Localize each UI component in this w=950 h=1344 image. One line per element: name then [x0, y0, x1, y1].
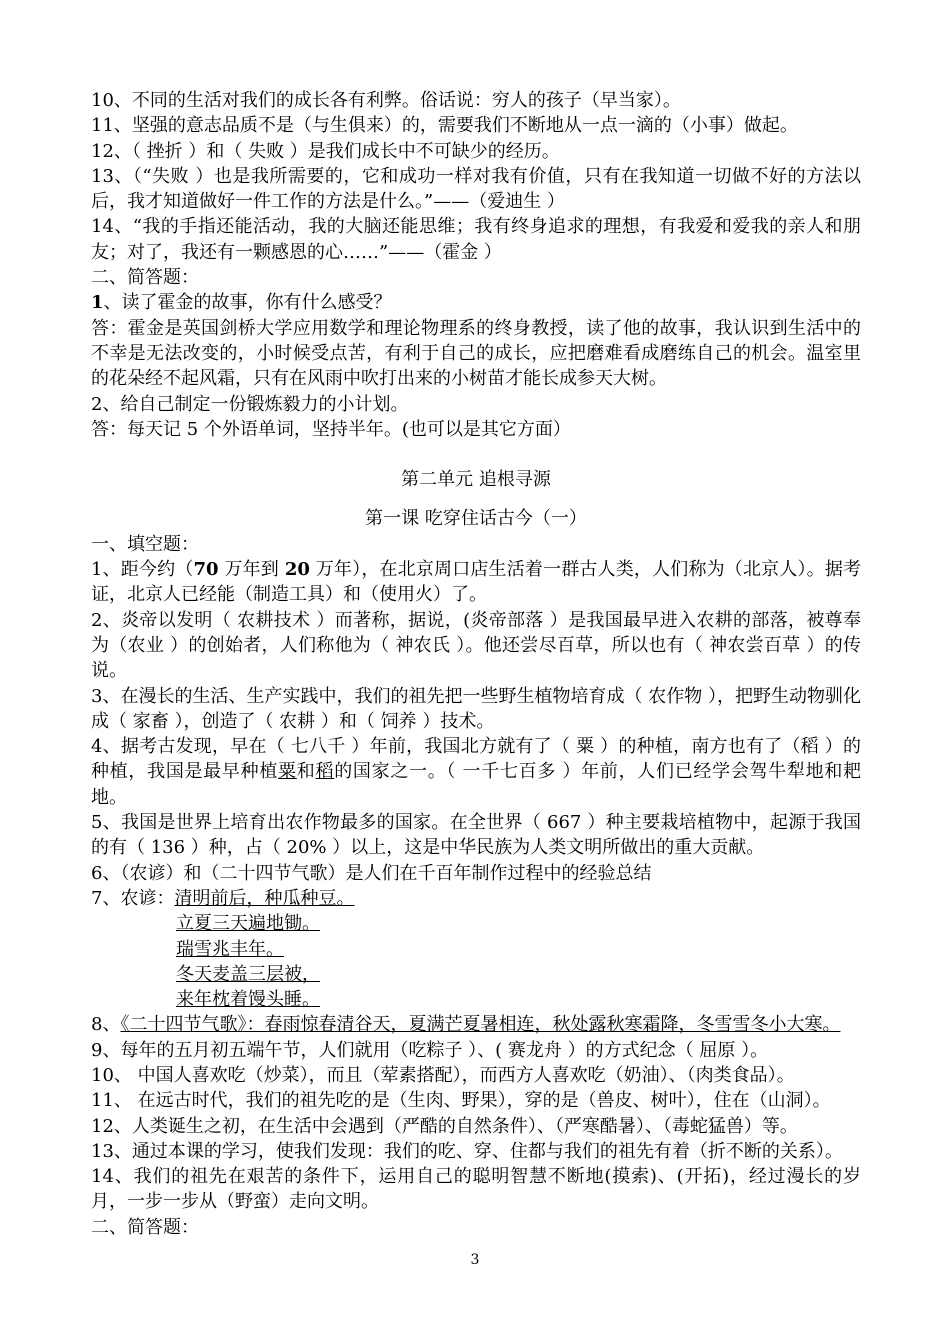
fill-item-14: 14、“我的手指还能活动，我的大脑还能思维；我有终身追求的理想，有我爱和爱我的亲人和朋友；对了，我还有一颗感恩的心……”——（霍金 ） [91, 216, 861, 263]
fill-item-13: 13、（“失败 ）也是我所需要的，它和成功一样对我有价值，只有在我知道一切做不好的方法以后，我才知道做好一件工作的方法是什么。”——（爱迪生 ） [91, 165, 861, 213]
lesson-item-7 [91, 886, 861, 1012]
spacer [91, 442, 861, 467]
question-1-text: 、读了霍金的故事，你有什么感受？ [103, 292, 392, 314]
short-answer-heading-2: 二、简答题： [91, 1216, 199, 1238]
lesson-item-8: 8、《二十四节气歌》：春雨惊春清谷天，夏满芒夏暑相连，秋处露秋寒霜降，冬雪雪冬小大寒。 [91, 1014, 841, 1036]
lesson-item-11: 11、 在远古时代，我们的祖先吃的是（生肉、野果），穿的是（兽皮、树叶），住在（山洞）。 [91, 1090, 831, 1112]
answer-1: 答：霍金是英国剑桥大学应用数学和理论物理系的终身教授，读了他的故事，我认识到生活中的不幸是无法改变的，小时候受点苦，有利于自己的成长，应把磨难看成磨练自己的机会。温室里的花朵经不起风霜，只有在风雨中吹打出来的小树苗才能长成参天大树。 [91, 317, 861, 390]
lesson-item-12: 12、人类诞生之初，在生活中会遇到（严酷的自然条件）、（严寒酷暑）、（毒蛇猛兽）等。 [91, 1115, 798, 1137]
proverb-line: 清明前后，种瓜种豆。 [174, 887, 355, 909]
proverb-line: 来年枕着馒头睡。 [176, 989, 320, 1011]
proverb-label: 7、农谚： [91, 887, 175, 909]
lesson-item-6: 6、（农谚）和（二十四节气歌）是人们在千百年制作过程中的经验总结 [91, 862, 652, 884]
lesson-item-1: 1、距今约（70 万年到 20 万年），在北京周口店生活着一群古人类，人们称为（北京人）。据考证，北京人已经能（制造工具）和（使用火）了。 [91, 559, 862, 606]
fill-item-11: 11、坚强的意志品质不是（与生俱来）的，需要我们不断地从一点一滴的（小事）做起。 [91, 115, 798, 137]
page-number: 3 [470, 1252, 480, 1268]
question-1-number: 1 [91, 292, 104, 314]
page-content [91, 88, 861, 1240]
lesson-item-4: 4、据考古发现，早在（ 七八千 ）年前，我国北方就有了（ 粟 ）的种植，南方也有了（稻 ）的种植，我国是最早种植粟和稻的国家之一。（ 一千七百多 ）年前，人们已经学会驾牛犁地和耙地。 [91, 736, 862, 808]
spacer [91, 492, 861, 506]
lesson-item-9: 9、每年的五月初五端午节，人们就用（吃粽子 ）、( 赛龙舟 ）的方式纪念（ 屈原 ）。 [91, 1039, 769, 1061]
lesson-item-3: 3、在漫长的生活、生产实践中，我们的祖先把一些野生植物培育成（ 农作物 ），把野生动物驯化成（ 家畜 ），创造了（ 农耕 ）和（ 饲养 ）技术。 [91, 685, 861, 732]
short-answer-heading: 二、简答题： [91, 267, 199, 289]
proverb-line: 瑞雪兆丰年。 [176, 938, 284, 960]
question-2: 2、给自己制定一份锻炼毅力的小计划。 [91, 393, 409, 415]
lesson-item-10: 10、 中国人喜欢吃（炒菜），而且（荤素搭配），而西方人喜欢吃（奶油）、（肉类食品）。 [91, 1064, 795, 1086]
question-1 [91, 290, 861, 315]
lesson-item-14: 14、我们的祖先在艰苦的条件下，运用自己的聪明智慧不断地(摸索)、(开拓)，经过漫长的岁月，一步一步从（野蛮）走向文明。 [91, 1166, 861, 1213]
proverb-line: 冬天麦盖三层被， [176, 963, 320, 985]
unit-title: 第二单元 追根寻源 [401, 469, 551, 491]
answer-2: 答：每天记 5 个外语单词，坚持半年。(也可以是其它方面） [91, 418, 571, 440]
solar-terms-song: 《二十四节气歌》：春雨惊春清谷天，夏满芒夏暑相连，秋处露秋寒霜降，冬雪雪冬小大寒。 [120, 1014, 841, 1036]
proverb-line: 立夏三天遍地锄。 [176, 913, 320, 935]
fill-in-heading: 一、填空题： [91, 533, 199, 555]
lesson-item-13: 13、通过本课的学习，使我们发现：我们的吃、穿、住都与我们的祖先有着（折不断的关系）。 [91, 1140, 843, 1162]
fill-item-12: 12、（ 挫折 ）和（ 失败 ）是我们成长中不可缺少的经历。 [91, 140, 560, 162]
fill-item-10: 10、不同的生活对我们的成长各有利弊。俗话说：穷人的孩子（早当家）。 [91, 90, 681, 111]
lesson-title: 第一课 吃穿住话古今（一） [365, 508, 587, 530]
lesson-item-5: 5、我国是世界上培育出农作物最多的国家。在全世界（ 667 ）种主要栽培植物中，起源于我国的有（ 136 ）种，占（ 20% ）以上，这是中华民族为人类文明所做出的重大贡献。 [91, 812, 861, 859]
lesson-item-2: 2、炎帝以发明（ 农耕技术 ）而著称，据说，(炎帝部落 ）是我国最早进入农耕的部落，被尊奉为（农业 ）的创始者，人们称他为（ 神农氏 ）。他还尝尽百草，所以也有（ 神农尝百草 ）的传说。 [91, 609, 861, 682]
